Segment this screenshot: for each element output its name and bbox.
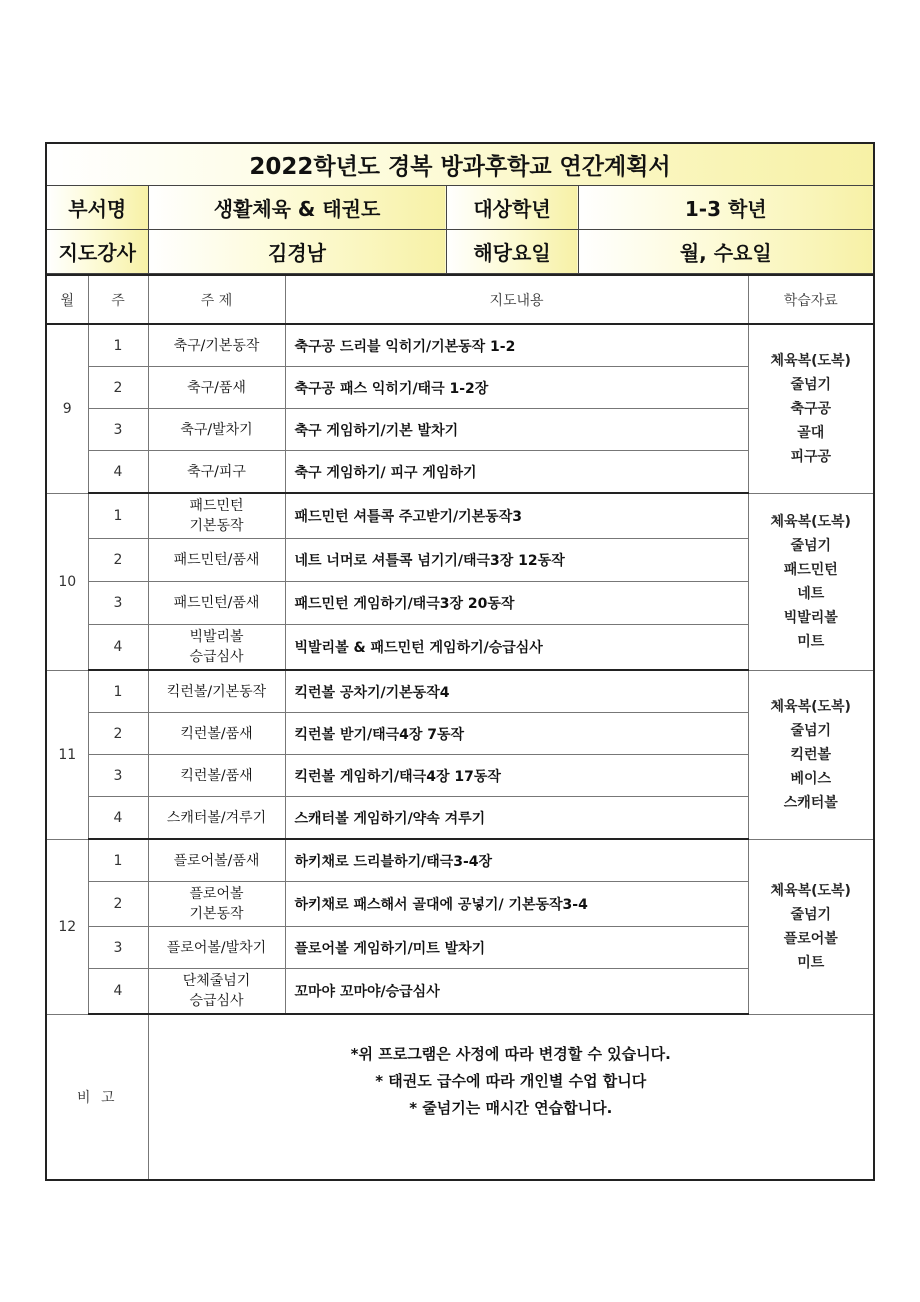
week-cell: 2 bbox=[88, 367, 148, 409]
material-item: 줄넘기 bbox=[790, 537, 832, 554]
materials-cell bbox=[748, 493, 874, 670]
material-item: 빅발리볼 bbox=[783, 609, 838, 626]
material-item: 베이스 bbox=[790, 770, 832, 787]
week-cell: 3 bbox=[88, 755, 148, 797]
content-cell: 킥런볼 게임하기/태극4장 17동작 bbox=[285, 755, 748, 797]
day-label: 해당요일 bbox=[446, 230, 578, 274]
topic-cell: 축구/피구 bbox=[148, 451, 285, 494]
material-item: 스캐터볼 bbox=[783, 794, 838, 811]
header-week: 주 bbox=[88, 275, 148, 324]
week-cell: 1 bbox=[88, 493, 148, 539]
content-cell: 축구 게임하기/기본 발차기 bbox=[285, 409, 748, 451]
topic-cell: 빅발리볼 승급심사 bbox=[148, 625, 285, 671]
week-cell: 2 bbox=[88, 882, 148, 927]
remark-line: *위 프로그램은 사정에 따라 변경할 수 있습니다. bbox=[350, 1045, 671, 1063]
document-title: 2022학년도 경복 방과후학교 연간계획서 bbox=[46, 143, 874, 186]
week-cell: 4 bbox=[88, 969, 148, 1015]
month-cell: 12 bbox=[46, 839, 88, 1014]
table-row bbox=[46, 324, 874, 367]
remarks-body bbox=[148, 1014, 874, 1180]
content-cell: 축구 게임하기/ 피구 게임하기 bbox=[285, 451, 748, 494]
week-cell: 2 bbox=[88, 713, 148, 755]
content-cell: 킥런볼 공차기/기본동작4 bbox=[285, 670, 748, 713]
content-cell: 빅발리볼 & 패드민턴 게임하기/승급심사 bbox=[285, 625, 748, 671]
remark-line: * 태권도 급수에 따라 개인별 수업 합니다 bbox=[375, 1072, 647, 1090]
week-cell: 4 bbox=[88, 451, 148, 494]
week-cell: 1 bbox=[88, 670, 148, 713]
material-item: 줄넘기 bbox=[790, 906, 832, 923]
header-materials: 학습자료 bbox=[748, 275, 874, 324]
topic-cell: 패드민턴/품새 bbox=[148, 582, 285, 625]
instructor-value: 김경남 bbox=[148, 230, 446, 274]
dept-value: 생활체육 & 태권도 bbox=[148, 186, 446, 230]
materials-cell bbox=[748, 670, 874, 839]
remarks-label: 비 고 bbox=[46, 1014, 148, 1180]
week-cell: 1 bbox=[88, 839, 148, 882]
table-header-row bbox=[46, 275, 874, 324]
week-cell: 3 bbox=[88, 409, 148, 451]
material-item: 체육복(도복) bbox=[770, 513, 851, 530]
material-item: 패드민턴 bbox=[783, 561, 838, 578]
remark-line: * 줄넘기는 매시간 연습합니다. bbox=[409, 1099, 613, 1117]
content-cell: 킥런볼 받기/태극4장 7동작 bbox=[285, 713, 748, 755]
dept-label: 부서명 bbox=[46, 186, 148, 230]
content-cell: 축구공 패스 익히기/태극 1-2장 bbox=[285, 367, 748, 409]
topic-cell: 단체줄넘기 승급심사 bbox=[148, 969, 285, 1015]
remarks-row bbox=[46, 1014, 874, 1180]
material-item: 미트 bbox=[797, 954, 825, 971]
topic-cell: 킥런볼/품새 bbox=[148, 713, 285, 755]
material-item: 줄넘기 bbox=[790, 376, 832, 393]
content-cell: 네트 너머로 셔틀콕 넘기기/태극3장 12동작 bbox=[285, 539, 748, 582]
content-cell: 하키채로 드리블하기/태극3-4장 bbox=[285, 839, 748, 882]
material-item: 네트 bbox=[797, 585, 825, 602]
topic-cell: 축구/발차기 bbox=[148, 409, 285, 451]
week-cell: 3 bbox=[88, 582, 148, 625]
topic-cell: 킥런볼/기본동작 bbox=[148, 670, 285, 713]
materials-cell bbox=[748, 324, 874, 493]
material-item: 골대 bbox=[797, 424, 825, 441]
topic-cell: 플로어볼 기본동작 bbox=[148, 882, 285, 927]
grade-label: 대상학년 bbox=[446, 186, 578, 230]
content-cell: 플로어볼 게임하기/미트 발차기 bbox=[285, 927, 748, 969]
material-item: 미트 bbox=[797, 633, 825, 650]
material-item: 체육복(도복) bbox=[770, 352, 851, 369]
annual-plan-document bbox=[45, 142, 873, 1181]
week-cell: 1 bbox=[88, 324, 148, 367]
instructor-label: 지도강사 bbox=[46, 230, 148, 274]
topic-cell: 축구/품새 bbox=[148, 367, 285, 409]
topic-cell: 스캐터볼/겨루기 bbox=[148, 797, 285, 840]
table-row bbox=[46, 493, 874, 539]
header-month: 월 bbox=[46, 275, 88, 324]
header-content: 지도내용 bbox=[285, 275, 748, 324]
materials-cell bbox=[748, 839, 874, 1014]
topic-cell: 패드민턴 기본동작 bbox=[148, 493, 285, 539]
grade-value: 1-3 학년 bbox=[578, 186, 874, 230]
topic-cell: 축구/기본동작 bbox=[148, 324, 285, 367]
content-cell: 꼬마야 꼬마야/승급심사 bbox=[285, 969, 748, 1015]
topic-cell: 킥런볼/품새 bbox=[148, 755, 285, 797]
table-row bbox=[46, 670, 874, 713]
week-cell: 4 bbox=[88, 797, 148, 840]
material-item: 축구공 bbox=[790, 400, 832, 417]
schedule-table bbox=[45, 274, 875, 1181]
month-cell: 9 bbox=[46, 324, 88, 493]
material-item: 피구공 bbox=[790, 448, 832, 465]
header-topic: 주 제 bbox=[148, 275, 285, 324]
material-item: 킥런볼 bbox=[790, 746, 832, 763]
table-row bbox=[46, 839, 874, 882]
content-cell: 축구공 드리블 익히기/기본동작 1-2 bbox=[285, 324, 748, 367]
week-cell: 4 bbox=[88, 625, 148, 671]
material-item: 체육복(도복) bbox=[770, 882, 851, 899]
month-cell: 10 bbox=[46, 493, 88, 670]
material-item: 플로어볼 bbox=[783, 930, 838, 947]
week-cell: 2 bbox=[88, 539, 148, 582]
info-table bbox=[45, 142, 875, 274]
material-item: 줄넘기 bbox=[790, 722, 832, 739]
month-cell: 11 bbox=[46, 670, 88, 839]
content-cell: 스캐터볼 게임하기/약속 겨루기 bbox=[285, 797, 748, 840]
content-cell: 패드민턴 게임하기/태극3장 20동작 bbox=[285, 582, 748, 625]
content-cell: 패드민턴 셔틀콕 주고받기/기본동작3 bbox=[285, 493, 748, 539]
topic-cell: 패드민턴/품새 bbox=[148, 539, 285, 582]
week-cell: 3 bbox=[88, 927, 148, 969]
topic-cell: 플로어볼/발차기 bbox=[148, 927, 285, 969]
content-cell: 하키채로 패스해서 골대에 공넣기/ 기본동작3-4 bbox=[285, 882, 748, 927]
topic-cell: 플로어볼/품새 bbox=[148, 839, 285, 882]
material-item: 체육복(도복) bbox=[770, 698, 851, 715]
day-value: 월, 수요일 bbox=[578, 230, 874, 274]
